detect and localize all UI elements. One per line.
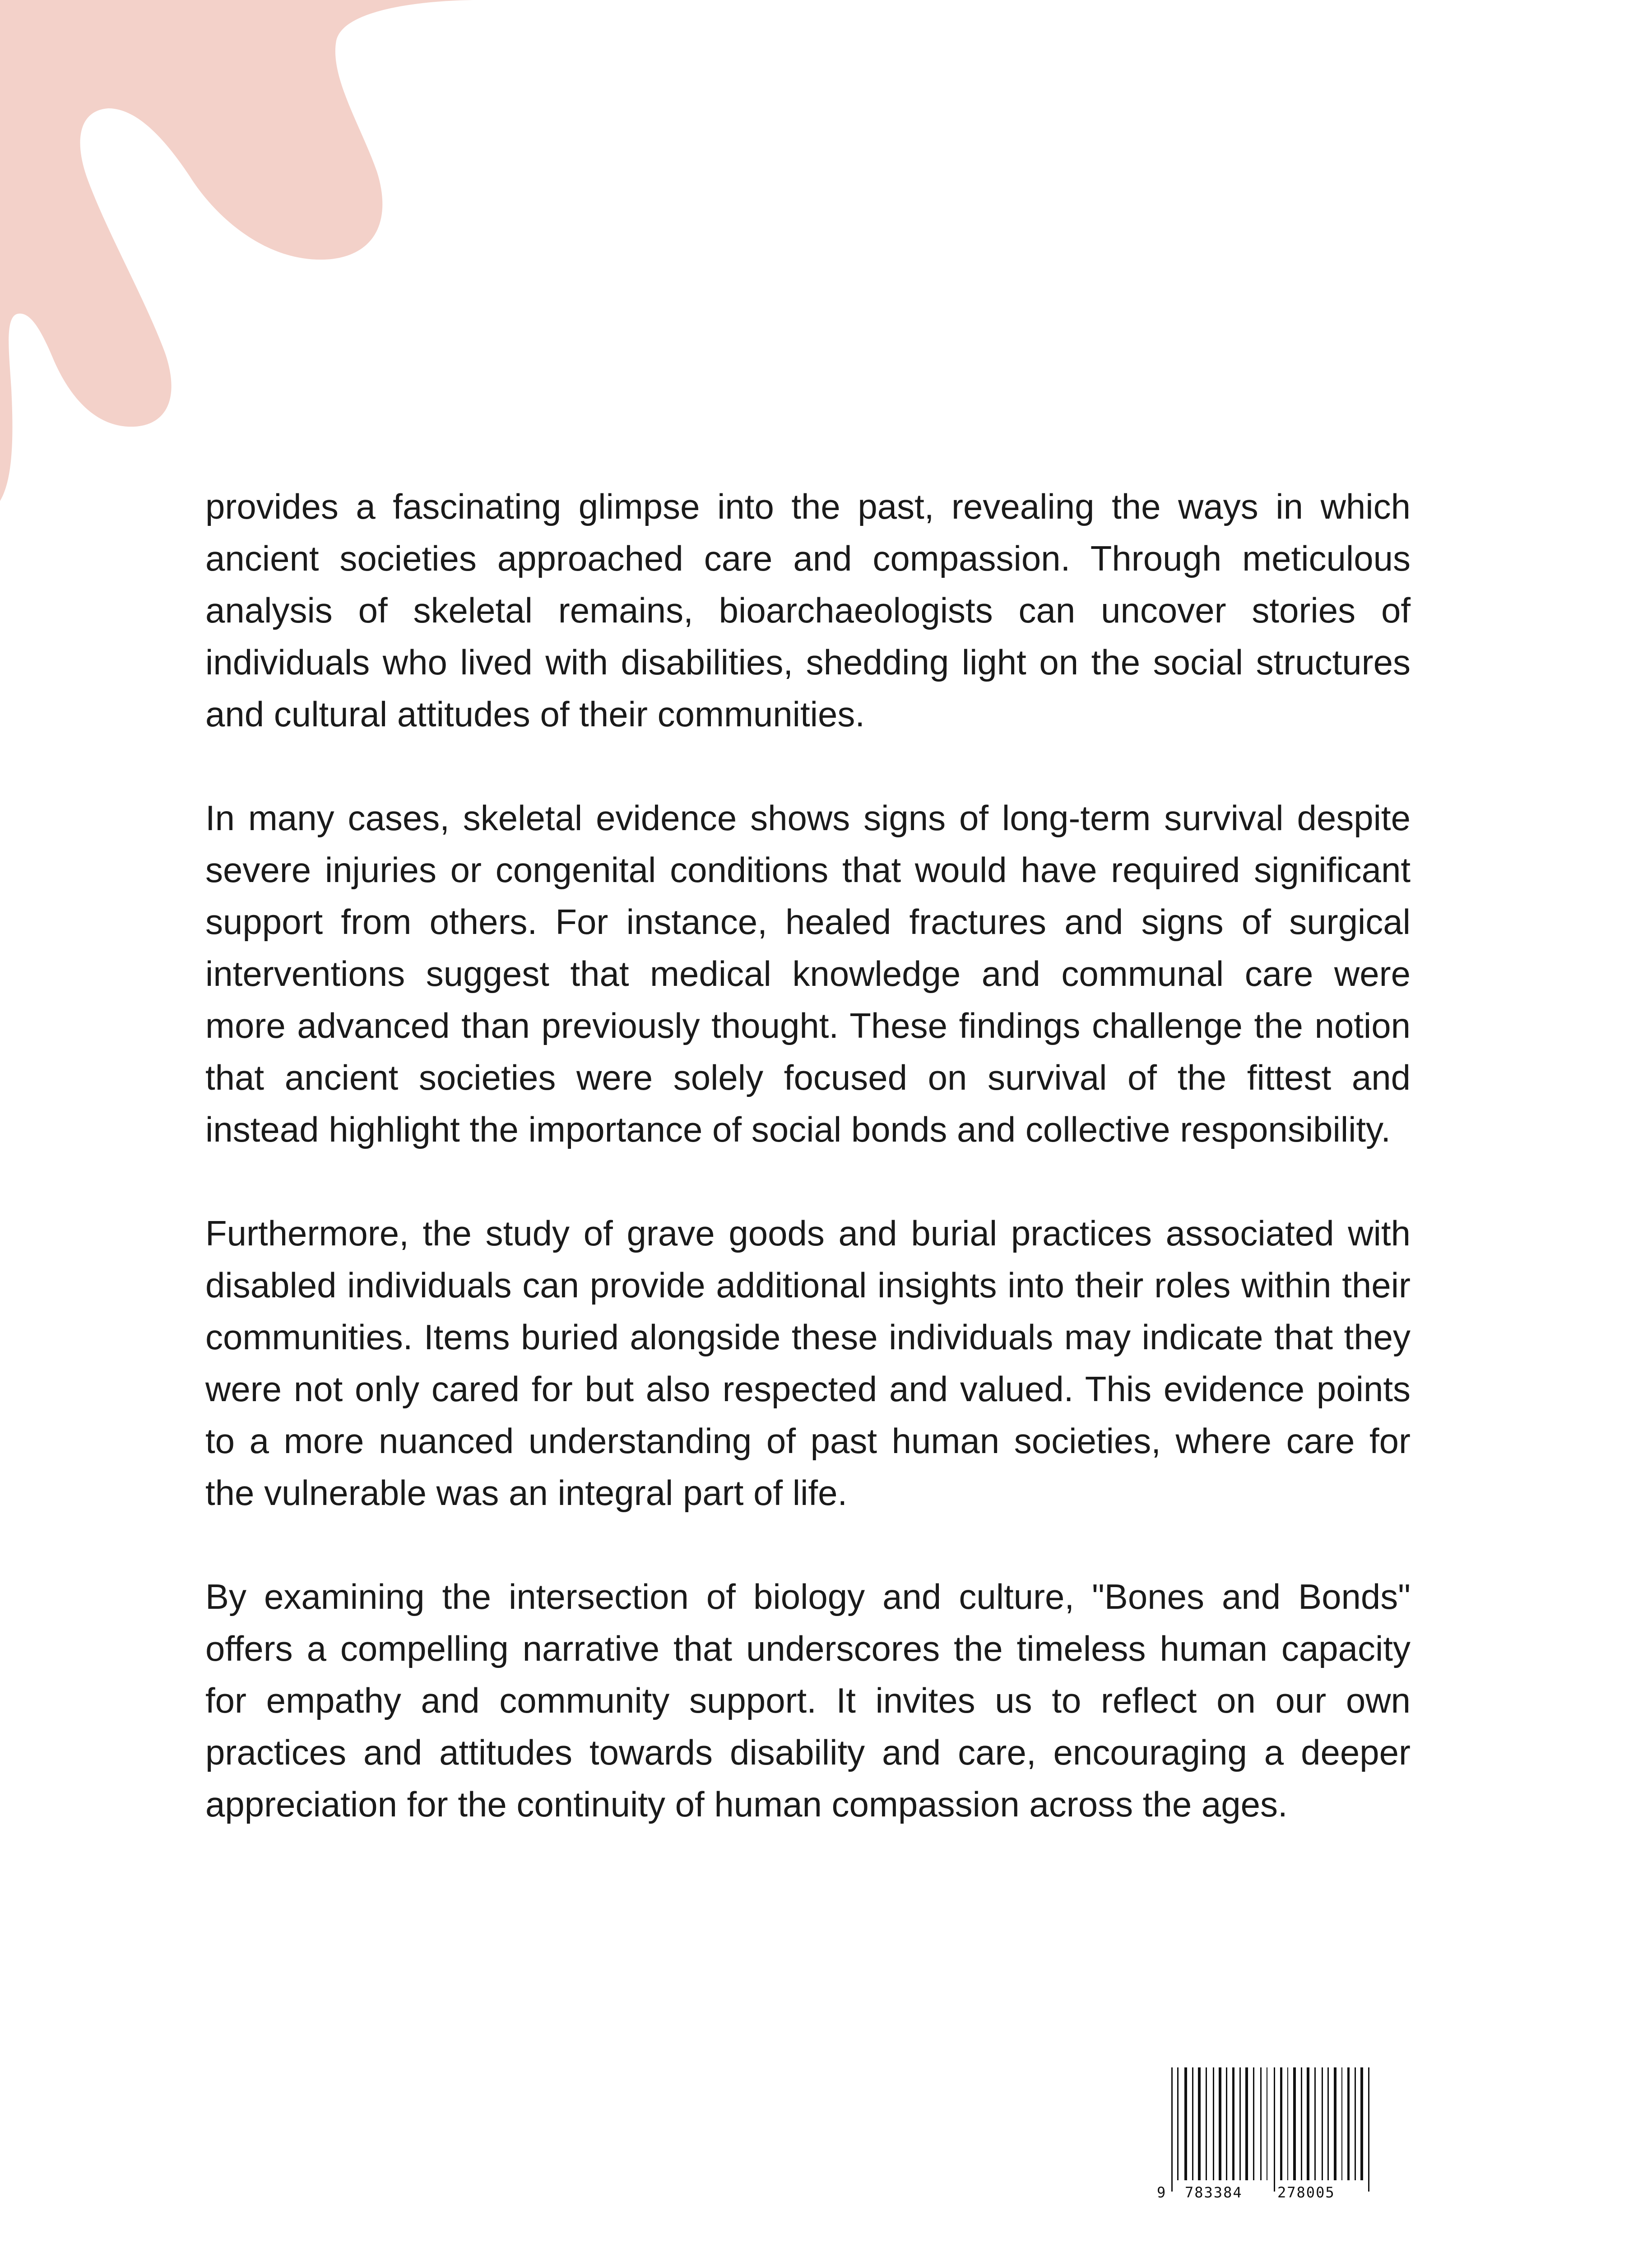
barcode-bar: [1341, 2067, 1342, 2180]
barcode-bar: [1368, 2067, 1369, 2192]
barcode-bar: [1219, 2067, 1221, 2180]
barcode-bar: [1206, 2067, 1207, 2180]
barcode-digit-first: 9: [1157, 2184, 1166, 2201]
barcode-bar: [1213, 2067, 1214, 2180]
barcode-bar: [1355, 2067, 1356, 2180]
barcode-bar: [1301, 2067, 1302, 2180]
barcode-bar: [1287, 2067, 1288, 2180]
barcode-bar: [1184, 2067, 1187, 2180]
barcode-bar: [1274, 2067, 1275, 2192]
barcode-bar: [1245, 2067, 1248, 2180]
barcode-digits-left: 783384: [1185, 2184, 1243, 2201]
barcode-bar: [1293, 2067, 1296, 2180]
barcode-bar: [1239, 2067, 1241, 2180]
barcode-digits-right: 278005: [1277, 2184, 1335, 2201]
barcode-bar: [1192, 2067, 1193, 2180]
barcode-bar: [1360, 2067, 1363, 2180]
barcode-bar: [1260, 2067, 1262, 2180]
paragraph-4: By examining the intersection of biology and culture, "Bones and Bonds" offers a compelling narrative that underscores the timeless human capacity for empathy and community support. It invites us to reflect on our own practices and attitudes towards disability and care, encouraging a deeper appreciation for the continuity of human compassion across the ages.: [205, 1577, 1411, 1824]
back-cover-text: [205, 481, 1411, 1882]
paragraph-1: provides a fascinating glimpse into the past, revealing the ways in which ancient societies approached care and compassion. Through meticulous analysis of skeletal remains, bioarchaeologists can uncover stories of individuals who lived with disabilities, shedding light on the social structures and cultural attitudes of their communities.: [205, 487, 1411, 734]
barcode-bar: [1347, 2067, 1350, 2180]
barcode-bar: [1253, 2067, 1254, 2180]
barcode-bar: [1177, 2067, 1179, 2180]
barcode-bar: [1314, 2067, 1316, 2180]
paragraph-2: In many cases, skeletal evidence shows signs of long-term survival despite severe injuries or congenital conditions that would have required significant support from others. For instance, healed fractures and signs of surgical interventions suggest that medical knowledge and communal care were more advanced than previously thought. These findings challenge the notion that ancient societies were solely focused on survival of the fittest and instead highlight the importance of social bonds and collective responsibility.: [205, 798, 1411, 1149]
barcode-bar: [1171, 2067, 1173, 2192]
barcode-bar: [1226, 2067, 1227, 2180]
blob-path: [0, 0, 478, 501]
barcode-bar: [1232, 2067, 1234, 2180]
barcode-bar: [1322, 2067, 1323, 2180]
isbn-barcode: [1153, 2067, 1388, 2203]
barcode-bars: [1171, 2067, 1369, 2192]
barcode-bar: [1280, 2067, 1282, 2180]
decorative-blob-shape: [0, 0, 497, 506]
barcode-bar: [1334, 2067, 1336, 2180]
barcode-bar: [1307, 2067, 1309, 2180]
barcode-bar: [1198, 2067, 1201, 2180]
paragraph-3: Furthermore, the study of grave goods and burial practices associated with disabled individuals can provide additional insights into their roles within their communities. Items buried alongside these individuals may indicate that they were not only cared for but also respected and valued. This evidence points to a more nuanced understanding of past human societies, where care for the vulnerable was an integral part of life.: [205, 1213, 1411, 1513]
barcode-bar: [1327, 2067, 1329, 2180]
